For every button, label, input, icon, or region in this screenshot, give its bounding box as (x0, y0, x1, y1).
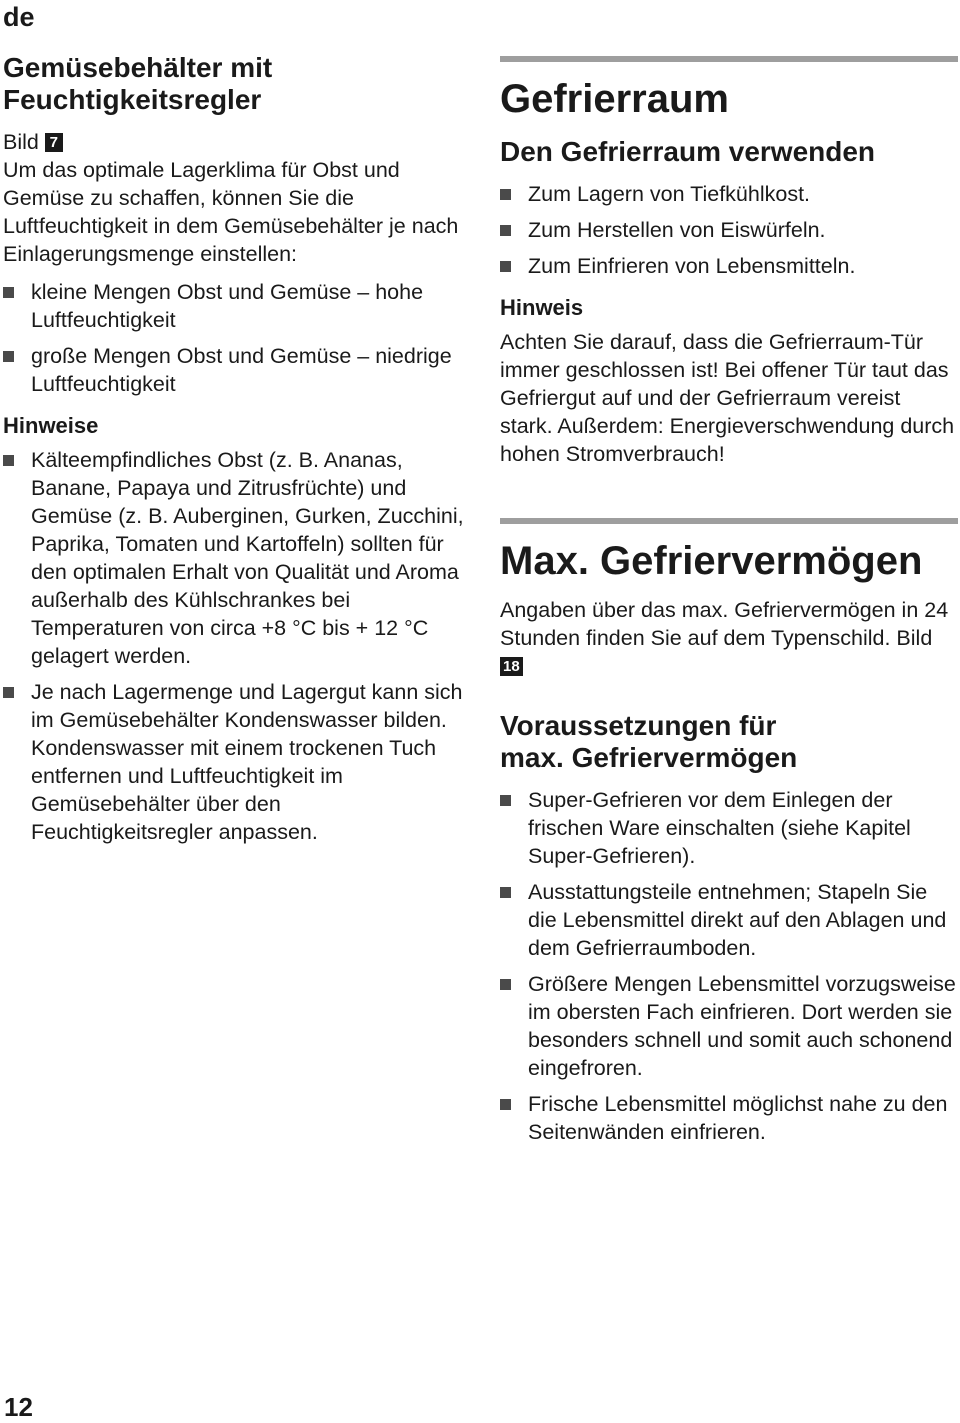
list-item: Zum Herstellen von Eiswürfeln. (500, 216, 958, 244)
hint-heading: Hinweis (500, 295, 584, 320)
square-bullet-icon (3, 351, 14, 362)
list-item: Frische Lebensmittel möglichst nahe zu den Seitenwänden einfrieren. (500, 1090, 958, 1146)
square-bullet-icon (500, 261, 511, 272)
square-bullet-icon (500, 979, 511, 990)
list-item: Ausstattungsteile entnehmen; Stapeln Sie die Lebensmittel direkt auf den Ablagen und dem Gefrierraumboden. (500, 878, 958, 962)
language-code: de (3, 2, 35, 32)
requirements-list (500, 786, 958, 1146)
square-bullet-icon (3, 287, 14, 298)
left-column (3, 48, 468, 846)
intro-paragraph: Um das optimale Lagerklima für Obst und Gemüse zu schaffen, können Sie die Luftfeuchtigkeit in dem Gemüsebehälter je nach Einlagerungsmenge einstellen: (3, 158, 459, 266)
notes-heading: Hinweise (3, 413, 99, 438)
section-heading-vegetable-drawer (3, 52, 468, 116)
section-divider (500, 56, 958, 62)
heading-line-2: Feuchtigkeitsregler (3, 84, 262, 115)
list-item: kleine Mengen Obst und Gemüse – hohe Luftfeuchtigkeit (3, 278, 468, 334)
list-item: große Mengen Obst und Gemüse – niedrige Luftfeuchtigkeit (3, 342, 468, 398)
list-item: Kälteempfindliches Obst (z. B. Ananas, Banane, Papaya und Zitrusfrüchte) und Gemüse (z. B. Auberginen, Gurken, Zucchini, Paprika, Tomaten und Kartoffeln) sollten für den optimalen Erhalt von Qualität und Aroma außerhalb des Kühlschrankes bei Temperaturen von circa +8 °C bis + 12 °C gelagert werden. (3, 446, 468, 670)
list-item: Je nach Lagermenge und Lagergut kann sich im Gemüsebehälter Kondenswasser bilden. Kondenswasser mit einem trockenen Tuch entfernen und Luftfeuchtigkeit im Gemüsebehälter über den Feuchtigkeitsregler anpassen. (3, 678, 468, 846)
section-title-freezer: Gefrierraum (500, 77, 729, 121)
square-bullet-icon (500, 189, 511, 200)
square-bullet-icon (3, 687, 14, 698)
section-divider (500, 518, 958, 524)
list-item: Zum Einfrieren von Lebensmitteln. (500, 252, 958, 280)
figure-reference (3, 128, 468, 156)
list-item: Zum Lagern von Tiefkühlkost. (500, 180, 958, 208)
section-title-max-freezing: Max. Gefriervermögen (500, 539, 923, 583)
figure-label: Bild (3, 130, 39, 154)
figure-number-badge: 18 (500, 657, 523, 676)
subsection-title-requirements: Voraussetzungen für max. Gefriervermögen (500, 710, 798, 773)
notes-list (3, 446, 468, 846)
figure-number-badge: 7 (45, 133, 63, 152)
square-bullet-icon (500, 795, 511, 806)
list-item: Größere Mengen Lebensmittel vorzugsweise im obersten Fach einfrieren. Dort werden sie besonders schnell und somit auch schonend eingefroren. (500, 970, 958, 1082)
heading-line-1: Gemüsebehälter mit (3, 52, 273, 83)
list-item: Super-Gefrieren vor dem Einlegen der frischen Ware einschalten (siehe Kapitel Super-Gefrieren). (500, 786, 958, 870)
square-bullet-icon (500, 1099, 511, 1110)
subsection-title-use-freezer: Den Gefrierraum verwenden (500, 136, 876, 167)
square-bullet-icon (500, 225, 511, 236)
page-number: 12 (4, 1392, 33, 1422)
humidity-list (3, 278, 468, 398)
right-column (500, 56, 958, 1146)
max-freezing-paragraph: Angaben über das max. Gefriervermögen in 24 Stunden finden Sie auf dem Typenschild. Bild 18 (500, 598, 949, 675)
square-bullet-icon (3, 455, 14, 466)
square-bullet-icon (500, 887, 511, 898)
freezer-uses-list (500, 180, 958, 280)
hint-paragraph: Achten Sie darauf, dass die Gefrierraum-Tür immer geschlossen ist! Bei offener Tür taut das Gefriergut auf und der Gefrierraum vereist stark. Außerdem: Energieverschwendung durch hohen Stromverbrauch! (500, 330, 955, 466)
